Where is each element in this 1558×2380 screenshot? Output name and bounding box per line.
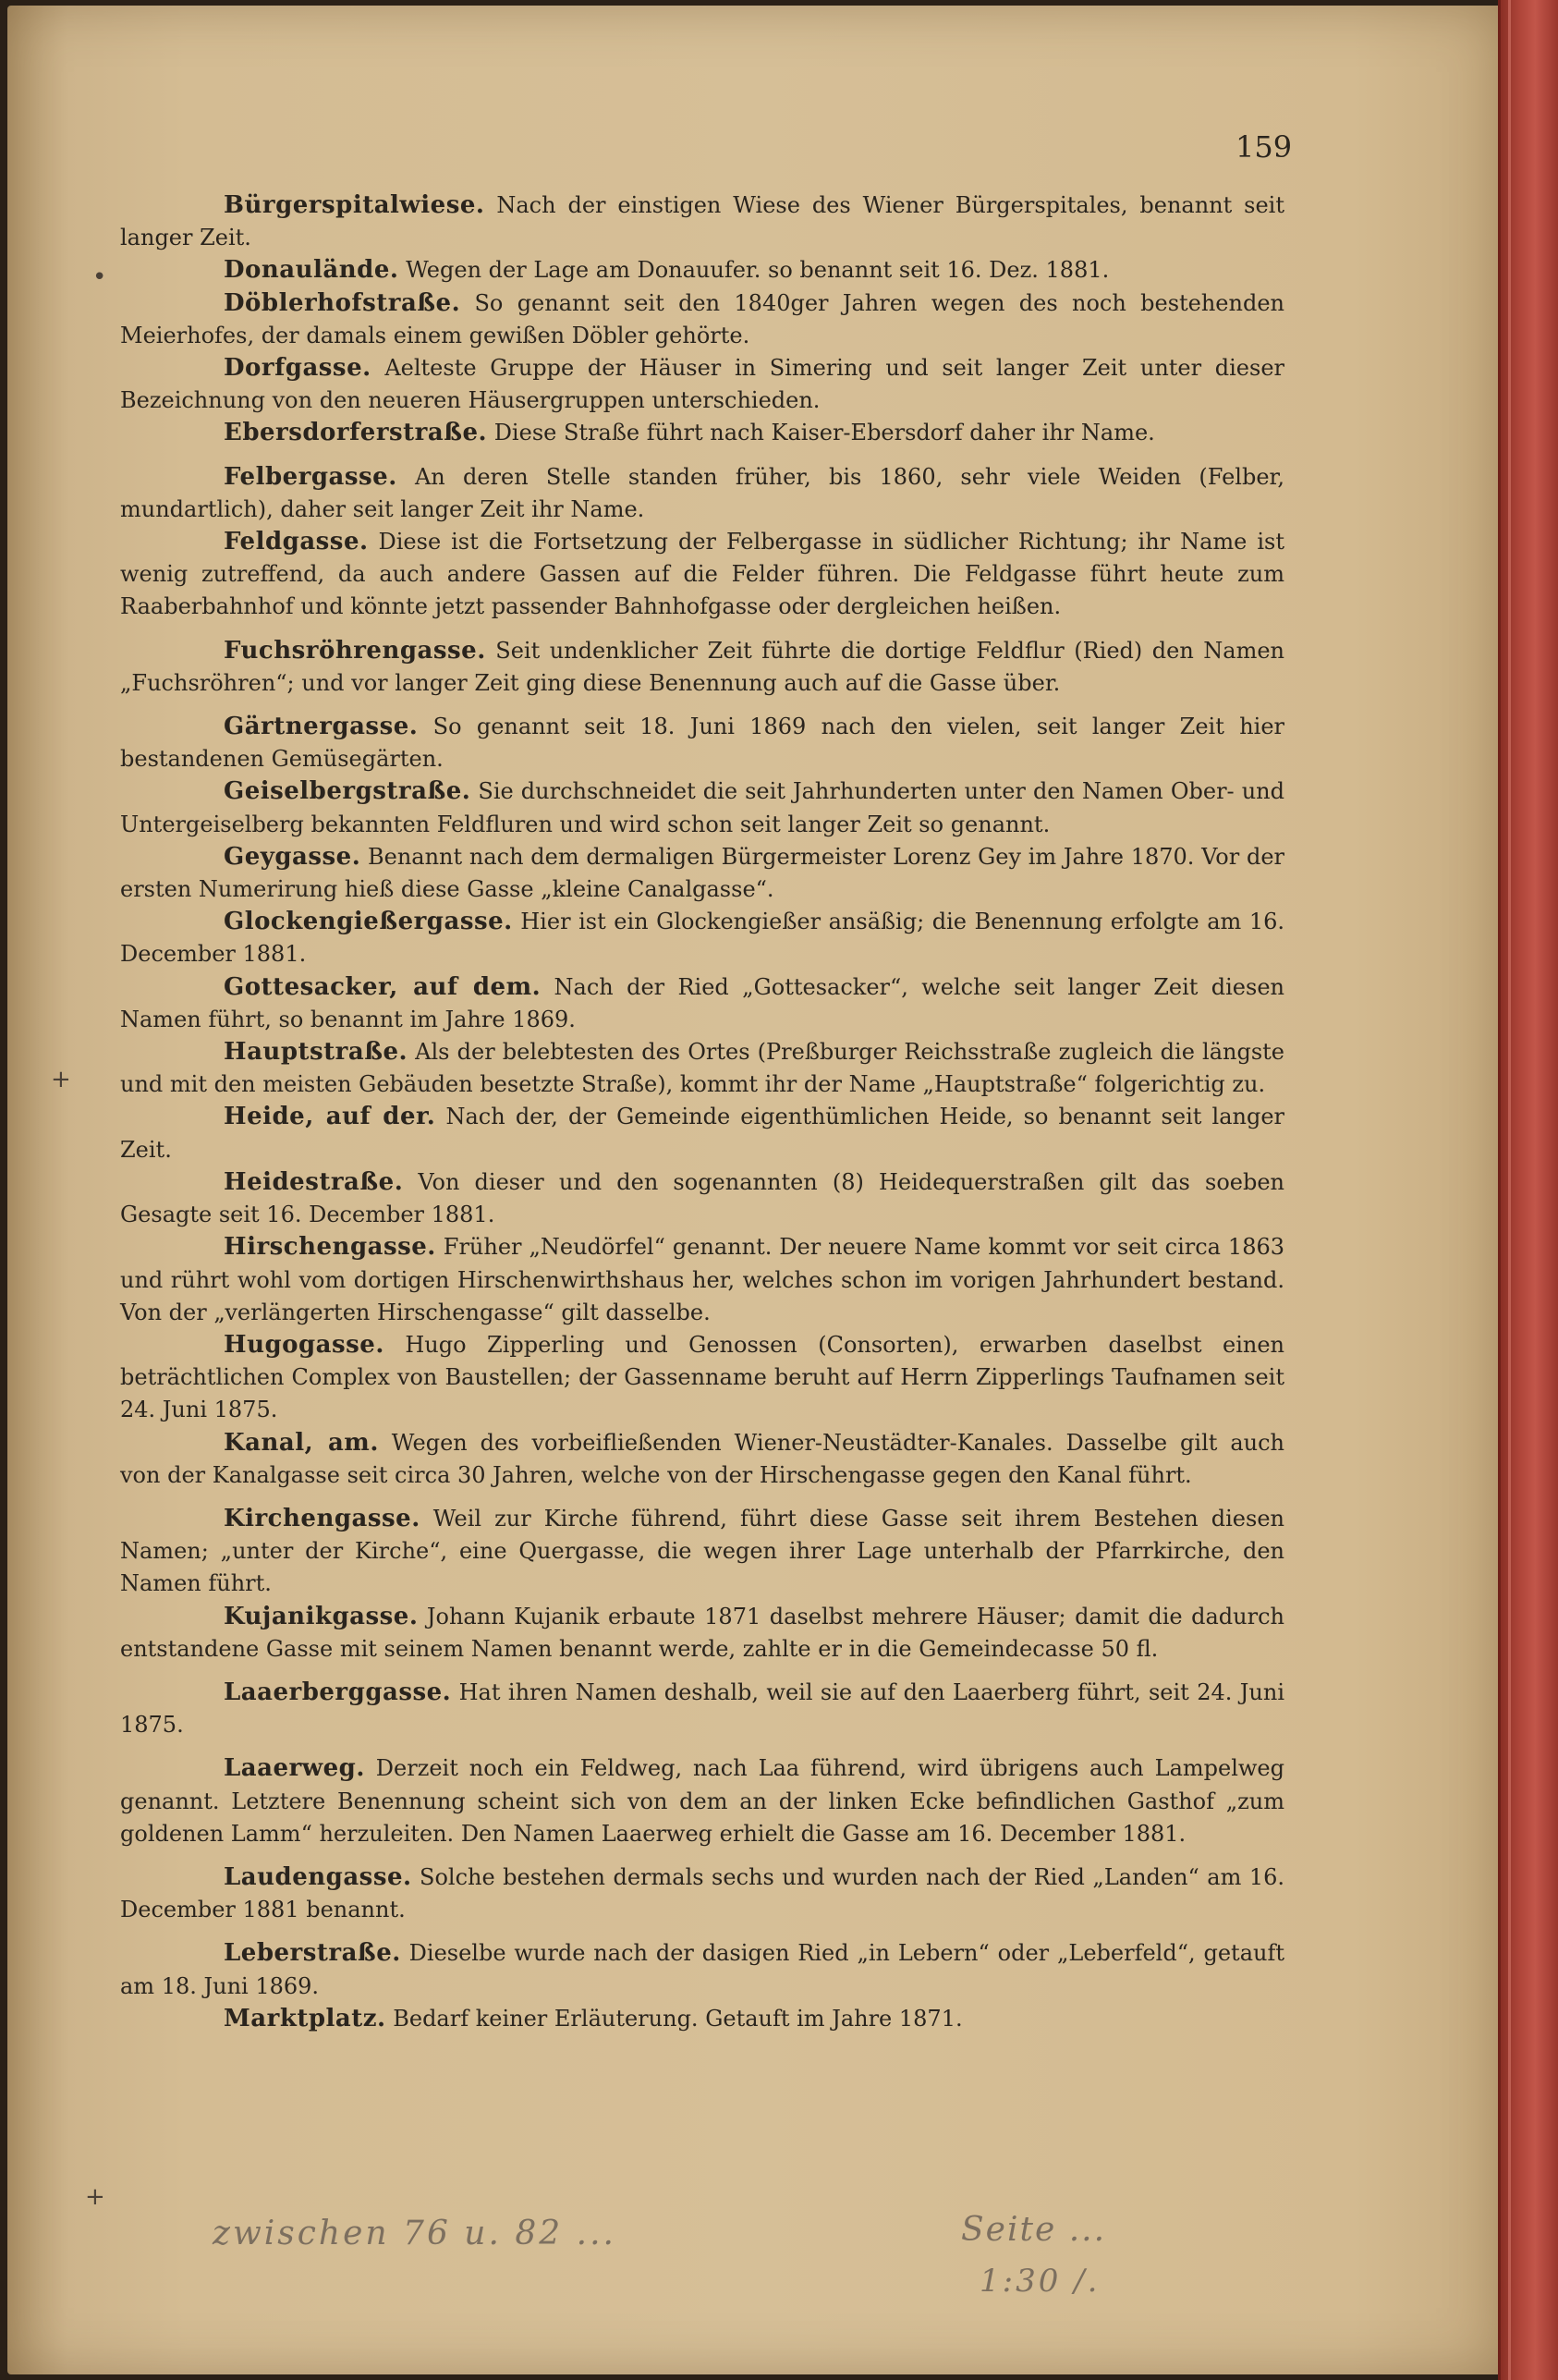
entry-heading: Felbergasse.	[224, 462, 397, 491]
entry-heading: Hugogasse.	[224, 1330, 384, 1359]
entry-heading: Gärtnergasse.	[224, 713, 419, 741]
handwritten-pencil-note	[213, 2211, 1229, 2322]
entry	[120, 1427, 1284, 1492]
entry	[120, 841, 1284, 906]
entry-text: Wegen des vorbeifließenden Wiener-Neustädter-Kanales. Dasselbe gilt auch von der Kanalgasse seit circa 30 Jahren, welche von der Hirschengasse gegen den Kanal führt.	[120, 1429, 1284, 1488]
entry-list	[120, 189, 1284, 2035]
page-edge-red	[1498, 0, 1558, 2380]
entry	[120, 1503, 1284, 1601]
entry-text: Solche bestehen dermals sechs und wurden nach der Ried „Landen“ am 16. December 1881 benannt.	[120, 1863, 1284, 1923]
margin-dot-mark: •	[92, 263, 107, 291]
entry-text: Früher „Neudörfel“ genannt. Der neuere Name kommt vor seit circa 1863 und rührt wohl vom dortigen Hirschenwirthshaus her, welches schon im vorigen Jahrhundert bestand. Von der „verlängerten Hirschengasse“ gilt dasselbe.	[120, 1234, 1284, 1325]
entry-heading: Gottesacker, auf dem.	[224, 972, 542, 1001]
entry-text: Derzeit noch ein Feldweg, nach Laa führend, wird übrigens auch Lampelweg genannt. Letztere Benennung scheint sich von dem an der linken Ecke befindlichen Gasthof „zum goldenen Lamm“ herzuleiten. Den Namen Laaerweg erhielt die Gasse am 16. December 1881.	[120, 1755, 1284, 1847]
entry	[120, 254, 1284, 287]
entry	[120, 461, 1284, 526]
entry-heading: Kirchengasse.	[224, 1504, 420, 1532]
entry	[120, 1677, 1284, 1741]
entry-text: Diese ist die Fortsetzung der Felbergasse in südlicher Richtung; ihr Name ist wenig zutreffend, da auch andere Gassen auf die Felder führen. Die Feldgasse führt heute zum Raaberbahnhof und könnte jetzt passender Bahnhofgasse oder dergleichen heißen.	[120, 529, 1284, 620]
entry-text: Von dieser und den sogenannten (8) Heidequerstraßen gilt das soeben Gesagte seit 16. December 1881.	[120, 1168, 1284, 1228]
entry	[120, 971, 1284, 1036]
entry	[120, 1752, 1284, 1850]
entry-heading: Feldgasse.	[224, 528, 369, 556]
entry-text: Hugo Zipperling und Genossen (Consorten), erwarben daselbst einen beträchtlichen Complex von Baustellen; der Gassenname beruht auf Herrn Zipperlings Taufnamen seit 24. Juni 1875.	[120, 1331, 1284, 1423]
pencil-note-sub: 1:30 /.	[980, 2263, 1101, 2300]
entry	[120, 635, 1284, 700]
entry-heading: Glockengießergasse.	[224, 908, 513, 936]
entry-text: Dieselbe wurde nach der dasigen Ried „in Lebern“ oder „Leberfeld“, getauft am 18. Juni 1869.	[120, 1940, 1284, 1999]
entry-heading: Laudengasse.	[224, 1862, 412, 1891]
entry-text: Nach der Ried „Gottesacker“, welche seit langer Zeit diesen Namen führt, so benannt im Jahre 1869.	[120, 973, 1284, 1032]
entry-heading: Hirschengasse.	[224, 1233, 436, 1262]
entry	[120, 775, 1284, 840]
entry-heading: Geiselbergstraße.	[224, 777, 471, 806]
entry-heading: Dorfgasse.	[224, 354, 371, 383]
entry	[120, 711, 1284, 775]
entry-heading: Döblerhofstraße.	[224, 288, 461, 317]
entry	[120, 2003, 1284, 2035]
entry-text: An deren Stelle standen früher, bis 1860, sehr viele Weiden (Felber, mundartlich), daher seit langer Zeit ihr Name.	[120, 463, 1284, 522]
entry	[120, 1166, 1284, 1231]
entry-text: Seit undenklicher Zeit führte die dortige Feldflur (Ried) den Namen „Fuchsröhren“; und vor langer Zeit ging diese Benennung auch auf die Gasse über.	[120, 637, 1284, 696]
entry	[120, 906, 1284, 970]
entry-text: Sie durchschneidet die seit Jahrhunderten unter den Namen Ober- und Untergeiselberg bekannten Feldfluren und wird schon seit langer Zeit so genannt.	[120, 778, 1284, 837]
entry-heading: Hauptstraße.	[224, 1038, 408, 1067]
entry	[120, 1231, 1284, 1329]
entry-heading: Laaerweg.	[224, 1754, 365, 1783]
entry-heading: Leberstraße.	[224, 1939, 401, 1968]
entry-heading: Laaerberggasse.	[224, 1678, 452, 1706]
entry	[120, 1101, 1284, 1166]
entry-text: Nach der einstigen Wiese des Wiener Bürgerspitales, benannt seit langer Zeit.	[120, 192, 1284, 251]
entry-text: So genannt seit 18. Juni 1869 nach den vielen, seit langer Zeit hier bestandenen Gemüsegärten.	[120, 714, 1284, 773]
entry-text: Hier ist ein Glockengießer ansäßig; die Benennung erfolgte am 16. December 1881.	[120, 909, 1284, 968]
page-number: 159	[1235, 129, 1293, 165]
entry	[120, 526, 1284, 624]
entry	[120, 1861, 1284, 1926]
entry	[120, 417, 1284, 449]
entry	[120, 1937, 1284, 2002]
entry	[120, 189, 1284, 254]
entry-text: Aelteste Gruppe der Häuser in Simering und seit langer Zeit unter dieser Bezeichnung von den neueren Häusergruppen unterschieden.	[120, 355, 1284, 414]
entry-text: Weil zur Kirche führend, führt diese Gasse seit ihrem Bestehen diesen Namen; „unter der Kirche“, eine Quergasse, die wegen ihrer Lage unterhalb der Pfarrkirche, den Namen führt.	[120, 1505, 1284, 1597]
entry-heading: Kanal, am.	[224, 1428, 379, 1457]
entry-text: Hat ihren Namen deshalb, weil sie auf den Laaerberg führt, seit 24. Juni 1875.	[120, 1678, 1284, 1739]
entry-text: Wegen der Lage am Donauufer. so benannt seit 16. Dez. 1881.	[398, 257, 1110, 284]
entry-heading: Heide, auf der.	[224, 1103, 436, 1131]
entry	[120, 352, 1284, 417]
entry-heading: Marktplatz.	[224, 2004, 386, 2032]
entry-heading: Donaulände.	[224, 256, 399, 285]
entry-heading: Fuchsröhrengasse.	[224, 636, 486, 665]
pencil-note-right: Seite ...	[961, 2211, 1107, 2249]
entry-heading: Ebersdorferstraße.	[224, 419, 488, 447]
entry	[120, 1329, 1284, 1427]
entry-text: Johann Kujanik erbaute 1871 daselbst mehrere Häuser; damit die dadurch entstandene Gasse mit seinem Namen benannt werde, zahlte er in die Gemeindecasse 50 fl.	[120, 1603, 1284, 1662]
entry-text: Bedarf keiner Erläuterung. Getauft im Jahre 1871.	[385, 2005, 963, 2032]
entry	[120, 1601, 1284, 1666]
pencil-note-left: zwischen 76 u. 82 ...	[213, 2215, 616, 2252]
entry-heading: Geygasse.	[224, 842, 361, 871]
entry	[120, 287, 1284, 352]
margin-cross-mark: +	[85, 2183, 105, 2211]
entry-text: Als der belebtesten des Ortes (Preßburger Reichsstraße zugleich die längste und mit den meisten Gebäuden besetzte Straße), kommt ihr der Name „Hauptstraße“ folgerichtig zu.	[120, 1039, 1284, 1098]
entry-text: So genannt seit den 1840ger Jahren wegen des noch bestehenden Meierhofes, der damals einem gewißen Döbler gehörte.	[120, 289, 1284, 348]
entry-heading: Kujanikgasse.	[224, 1602, 419, 1630]
entry-text: Nach der, der Gemeinde eigenthümlichen Heide, so benannt seit langer Zeit.	[120, 1104, 1284, 1163]
entry	[120, 1036, 1284, 1101]
entry-text: Benannt nach dem dermaligen Bürgermeister Lorenz Gey im Jahre 1870. Vor der ersten Numerirung hieß diese Gasse „kleine Canalgasse“.	[120, 843, 1284, 903]
margin-cross-mark: +	[51, 1066, 71, 1093]
entry-heading: Heidestraße.	[224, 1167, 404, 1196]
entry-text: Diese Straße führt nach Kaiser-Ebersdorf daher ihr Name.	[487, 420, 1155, 446]
entry-heading: Bürgerspitalwiese.	[224, 191, 485, 219]
